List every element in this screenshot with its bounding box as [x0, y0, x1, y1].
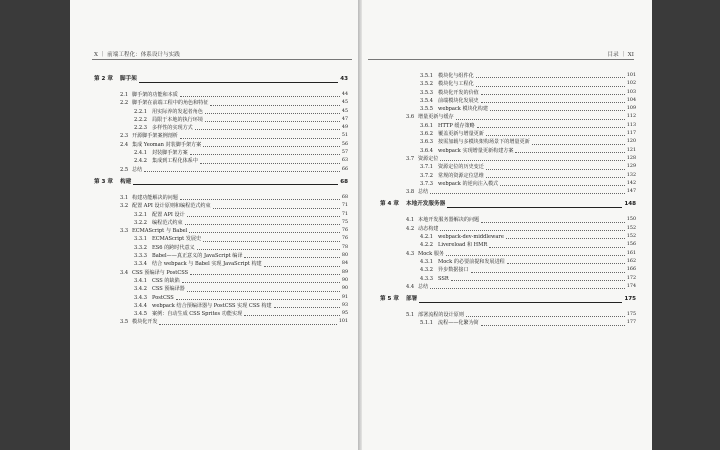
toc-page-number: 90: [341, 277, 348, 283]
toc-title: 本地开发服务器解决的问题: [418, 217, 480, 224]
toc-page-number: 71: [341, 203, 348, 209]
toc-number: 3.2.2: [134, 219, 147, 226]
toc-chapter: [94, 177, 348, 188]
toc-page-number: 129: [626, 164, 636, 170]
dot-leader: [203, 241, 340, 242]
dot-leader: [515, 152, 624, 153]
toc-page-number: 121: [626, 147, 636, 153]
toc-title: ECMAScript 与 Babel: [132, 228, 188, 235]
toc-subsection: [380, 163, 636, 171]
toc-section: [380, 283, 636, 291]
toc-subsection: [380, 172, 636, 180]
toc-subsection: [380, 319, 636, 327]
dot-leader: [471, 272, 625, 273]
toc-section: [380, 225, 636, 233]
toc-subsection: [380, 258, 636, 266]
toc-page-number: 112: [626, 114, 636, 120]
toc-number: 2.2: [120, 100, 129, 107]
toc-subsection: [94, 116, 348, 124]
toc-subsection: [94, 108, 348, 116]
toc-number: 3.5.1: [420, 73, 433, 79]
dot-leader: [456, 119, 625, 120]
running-head: 目录 ｜ XI: [607, 52, 634, 58]
toc-number: 3.2.1: [134, 211, 147, 218]
toc-page-number: 142: [626, 180, 636, 186]
dot-leader: [264, 266, 340, 267]
toc-subsection: [380, 89, 636, 97]
toc-title: CSS 预编译器: [152, 286, 185, 293]
toc-page-number: 43: [340, 76, 348, 82]
toc-subsection: [380, 266, 636, 274]
toc-chapter: [94, 74, 348, 85]
toc-page-number: 76: [341, 228, 348, 234]
toc-title: 多样性的实现方式: [152, 125, 193, 132]
toc-title: 配置 API 设计原则和编程范式约束: [132, 203, 211, 210]
toc-section: [380, 216, 636, 224]
toc-page-number: 175: [626, 312, 636, 318]
toc-number: 3.7.1: [420, 164, 433, 171]
toc-subsection: [94, 294, 348, 302]
toc-number: 第 3 章: [94, 178, 113, 185]
toc-title: 增量更新与缓存: [418, 114, 454, 121]
toc-page-number: 175: [624, 296, 636, 303]
toc-subsection: [94, 157, 348, 165]
toc-subsection: [94, 285, 348, 293]
toc-subsection: [94, 252, 348, 260]
toc-subsection: [380, 122, 636, 130]
toc-subsection: [380, 80, 636, 88]
toc-number: 2.2.3: [134, 125, 147, 132]
dot-leader: [506, 238, 625, 239]
dot-leader: [190, 154, 340, 155]
toc-page-number: 152: [626, 234, 636, 240]
toc-title: Mock 的必要前提和发展进程: [438, 258, 505, 265]
toc-section: [380, 155, 636, 163]
dot-leader: [447, 207, 622, 208]
toc-title: 按需加载与多模块架构场景下的增量更新: [438, 139, 530, 146]
toc-page-number: 102: [626, 81, 636, 87]
toc-title: 编程范式约束: [152, 219, 183, 226]
dot-leader: [481, 325, 625, 326]
dot-leader: [430, 193, 625, 194]
toc-number: 3.6.4: [420, 147, 433, 154]
toc-section: [94, 91, 348, 99]
toc-number: 3.6: [406, 114, 415, 121]
toc-title: ES6 的跨时代意义: [152, 244, 195, 251]
toc-title: 模块化与组件化: [438, 73, 474, 79]
toc-title: webpack-dev-middleware: [438, 234, 504, 241]
toc-chapter: [380, 199, 636, 210]
toc-title: 资源定位的历史变迁: [438, 164, 484, 171]
toc-title: 模块化开发的价值: [438, 89, 479, 96]
dot-leader: [185, 224, 340, 225]
toc-number: 3.4.5: [134, 311, 147, 318]
dot-leader: [430, 288, 625, 289]
toc-subsection: [94, 277, 348, 285]
toc-page-number: 101: [338, 319, 348, 325]
toc-page-number: 152: [626, 225, 636, 231]
toc-number: 3.3.4: [134, 261, 147, 268]
dot-leader: [440, 230, 624, 231]
dot-leader: [440, 160, 624, 161]
toc-number: 3.5.3: [420, 89, 433, 96]
toc-title: 部署流程的设计原则: [418, 312, 464, 319]
toc-page-number: 95: [341, 311, 348, 317]
toc-page-number: 49: [341, 125, 348, 131]
toc-title: 总结: [132, 166, 143, 173]
toc-page-number: 103: [626, 89, 636, 95]
toc-section: [94, 132, 348, 140]
toc-number: 3.4.3: [134, 294, 147, 301]
dot-leader: [187, 291, 340, 292]
toc-title: 结合 webpack 与 Babel 实现 JavaScript 构建: [152, 261, 262, 268]
toc-title: 总结: [418, 283, 429, 290]
toc-title: 异步数据接口: [438, 267, 469, 274]
toc-number: 5.1.1: [420, 320, 433, 327]
toc-subsection: [380, 241, 636, 249]
dot-leader: [532, 144, 625, 145]
toc-title: webpack 实现增量更新构建方案: [438, 147, 514, 154]
dot-leader: [451, 280, 625, 281]
toc-title: webpack 模块化构建: [438, 106, 488, 113]
toc-number: 2.2.2: [134, 116, 147, 123]
toc-title: 封装脚手架方案: [152, 150, 188, 157]
toc-number: 2.2.1: [134, 108, 147, 115]
toc-number: 3.5.2: [420, 81, 433, 88]
toc-section: [94, 194, 348, 202]
toc-title: 模块化与工程化: [438, 81, 474, 88]
toc-page-number: 47: [341, 116, 348, 122]
toc-title: 集成 Yeoman 封装脚手架方案: [132, 141, 202, 148]
toc-number: 4.2: [406, 225, 415, 232]
toc-page-number: 45: [341, 108, 348, 114]
toc-number: 4.1: [406, 217, 415, 224]
toc-page-number: 63: [341, 158, 348, 164]
toc-title: 局限于本地的执行环境: [152, 116, 203, 123]
dot-leader: [419, 302, 622, 303]
toc-title: 用实际养的发起者角色: [152, 108, 203, 115]
toc-number: 4.2.2: [420, 242, 433, 249]
toc-number: 第 4 章: [380, 201, 399, 208]
dot-leader: [205, 121, 340, 122]
toc-title: CSS 预编译与 PostCSS: [132, 269, 189, 276]
toc-title: 总结: [418, 189, 429, 196]
toc-page-number: 162: [626, 258, 636, 264]
toc-title: 部署: [406, 296, 418, 303]
dot-leader: [490, 110, 625, 111]
toc-list: [380, 72, 636, 328]
toc-title: PostCSS: [152, 294, 174, 301]
dot-leader: [507, 263, 625, 264]
toc-title: 构建功能解决的问题: [132, 194, 178, 201]
toc-title: webpack 结合预编译器与 PostCSS 实现 CSS 构建: [152, 302, 272, 309]
toc-page-number: 78: [341, 244, 348, 250]
toc-number: 第 2 章: [94, 76, 113, 82]
dot-leader: [481, 102, 625, 103]
toc-subsection: [94, 302, 348, 310]
toc-page-number: 128: [626, 155, 636, 161]
toc-page-number: 147: [626, 189, 636, 195]
toc-subsection: [380, 147, 636, 155]
toc-page-number: 76: [341, 236, 348, 242]
toc-number: 4.3.1: [420, 258, 433, 265]
toc-number: 3.7.3: [420, 180, 433, 187]
header-rule: [368, 59, 634, 60]
toc-page-number: 120: [626, 139, 636, 145]
dot-leader: [205, 113, 340, 114]
dot-leader: [486, 135, 625, 136]
toc-section: [94, 227, 348, 235]
toc-number: 3.7: [406, 155, 415, 162]
toc-title: 本地开发服务器: [406, 201, 446, 208]
right-page: [362, 0, 652, 450]
toc-subsection: [94, 244, 348, 252]
toc-title: 前端模块化发展史: [438, 97, 479, 104]
toc-page-number: 177: [626, 320, 636, 326]
toc-number: 3.5.5: [420, 106, 433, 113]
dot-leader: [176, 299, 340, 300]
dot-leader: [197, 249, 340, 250]
toc-number: 3.3: [120, 228, 129, 235]
toc-title: Babel——真正意义的 JavaScript 编译: [152, 253, 243, 260]
toc-subsection: [94, 149, 348, 157]
toc-page-number: 101: [626, 73, 636, 78]
toc-page-number: 117: [626, 131, 636, 137]
dot-leader: [481, 94, 625, 95]
toc-number: 4.2.1: [420, 234, 433, 241]
toc-subsection: [94, 211, 348, 219]
toc-title: 开源脚手架案例剖析: [132, 133, 178, 140]
toc-subsection: [380, 105, 636, 113]
toc-subsection: [380, 72, 636, 80]
toc-page-number: 80: [341, 253, 348, 259]
toc-number: 4.3.3: [420, 275, 433, 282]
dot-leader: [500, 185, 625, 186]
toc-page-number: 91: [341, 294, 348, 300]
toc-page-number: 89: [341, 269, 348, 275]
dot-leader: [210, 105, 339, 106]
toc-page-number: 68: [341, 194, 348, 200]
toc-title: ECMAScript 发展史: [152, 236, 202, 243]
toc-page-number: 84: [341, 261, 348, 267]
dot-leader: [139, 82, 338, 83]
toc-page-number: 148: [624, 201, 636, 208]
toc-title: 脚手架: [120, 76, 137, 82]
toc-number: 3.4: [120, 269, 129, 276]
toc-subsection: [94, 310, 348, 318]
dot-leader: [476, 86, 625, 87]
toc-number: 5.1: [406, 312, 415, 319]
toc-section: [380, 311, 636, 319]
toc-number: 3.2: [120, 203, 129, 210]
toc-title: 动态构建: [418, 225, 439, 232]
toc-section: [94, 318, 348, 326]
toc-section: [94, 269, 348, 277]
toc-number: 3.3.2: [134, 244, 147, 251]
toc-page-number: 51: [341, 133, 348, 139]
toc-number: 3.8: [406, 189, 415, 196]
toc-subsection: [380, 97, 636, 105]
toc-page-number: 71: [341, 211, 348, 217]
toc-number: 3.4.2: [134, 286, 147, 293]
dot-leader: [466, 316, 625, 317]
dot-leader: [159, 324, 336, 325]
dot-leader: [481, 222, 625, 223]
toc-page-number: 109: [626, 106, 636, 112]
toc-title: Livereload 和 HMR: [438, 242, 488, 249]
toc-subsection: [380, 180, 636, 188]
dot-leader: [446, 255, 625, 256]
toc-section: [380, 113, 636, 121]
toc-page-number: 66: [341, 166, 348, 172]
dot-leader: [244, 257, 339, 258]
dot-leader: [203, 146, 340, 147]
toc-number: 2.4.1: [134, 150, 147, 157]
toc-number: 3.6.1: [420, 122, 433, 129]
dot-leader: [489, 247, 625, 248]
dot-leader: [477, 127, 625, 128]
header-rule: [92, 59, 352, 60]
toc-page-number: 56: [341, 141, 348, 147]
toc-number: 2.5: [120, 166, 129, 173]
dot-leader: [274, 307, 340, 308]
dot-leader: [213, 208, 340, 209]
dot-leader: [180, 138, 340, 139]
toc-subsection: [380, 275, 636, 283]
toc-subsection: [94, 124, 348, 132]
toc-page-number: 166: [626, 267, 636, 273]
toc-section: [380, 188, 636, 196]
toc-page-number: 44: [341, 92, 348, 97]
toc-number: 3.3.3: [134, 253, 147, 260]
toc-page-number: 90: [341, 286, 348, 292]
toc-number: 3.4.4: [134, 302, 147, 309]
toc-title: 覆盖更新与增量更新: [438, 131, 484, 138]
toc-number: 2.1: [120, 92, 129, 98]
toc-number: 3.3.1: [134, 236, 147, 243]
toc-page-number: 161: [626, 250, 636, 256]
toc-page-number: 57: [341, 150, 348, 156]
toc-number: 3.5: [120, 319, 129, 326]
toc-subsection: [94, 260, 348, 268]
running-head: X ｜ 前端工程化：体系设计与实践: [94, 52, 180, 58]
toc-page-number: 45: [341, 100, 348, 106]
left-page: [70, 0, 358, 450]
dot-leader: [144, 171, 340, 172]
toc-number: 2.4: [120, 141, 129, 148]
toc-title: 脚手架的功能和本质: [132, 92, 178, 98]
toc-page-number: 150: [626, 217, 636, 223]
toc-chapter: [380, 294, 636, 305]
dot-leader: [244, 315, 340, 316]
toc-list: [94, 72, 348, 327]
toc-title: webpack 的逆向注入模式: [438, 180, 499, 187]
toc-page-number: 104: [626, 97, 636, 103]
toc-number: 3.6.2: [420, 131, 433, 138]
toc-title: SSR: [438, 275, 449, 282]
toc-number: 2.3: [120, 133, 129, 140]
toc-title: 集成到工程化体系中: [152, 158, 198, 165]
toc-section: [94, 99, 348, 107]
toc-title: 资源定位: [418, 155, 439, 162]
toc-title: Mock 服务: [418, 250, 445, 257]
dot-leader: [187, 216, 340, 217]
toc-title: CSS 的缺陷: [152, 277, 180, 284]
toc-section: [94, 166, 348, 174]
toc-title: 构建: [120, 178, 132, 185]
toc-number: 3.7.2: [420, 172, 433, 179]
toc-number: 3.4.1: [134, 277, 147, 284]
dot-leader: [189, 232, 340, 233]
toc-title: 模块化开发: [132, 319, 158, 326]
toc-subsection: [380, 138, 636, 146]
toc-section: [94, 202, 348, 210]
dot-leader: [195, 129, 340, 130]
toc-page-number: 172: [626, 275, 636, 281]
toc-page-number: 156: [626, 242, 636, 248]
dot-leader: [180, 96, 340, 97]
toc-title: 常规的资源定位思维: [438, 172, 484, 179]
toc-subsection: [380, 130, 636, 138]
toc-subsection: [380, 233, 636, 241]
dot-leader: [133, 184, 338, 185]
toc-title: 配置 API 设计: [152, 211, 185, 218]
toc-section: [94, 141, 348, 149]
toc-title: 脚手架在前端工程中的角色和特征: [132, 100, 209, 107]
toc-page-number: 75: [341, 219, 348, 225]
toc-title: 流程——化繁为简: [438, 320, 479, 327]
toc-number: 2.4.2: [134, 158, 147, 165]
toc-number: 3.5.4: [420, 97, 433, 104]
toc-number: 4.4: [406, 283, 415, 290]
dot-leader: [182, 282, 340, 283]
dot-leader: [200, 163, 340, 164]
dot-leader: [190, 274, 340, 275]
dot-leader: [486, 169, 625, 170]
dot-leader: [180, 199, 340, 200]
toc-number: 3.6.3: [420, 139, 433, 146]
toc-subsection: [94, 235, 348, 243]
toc-number: 4.3: [406, 250, 415, 257]
toc-page-number: 93: [341, 302, 348, 308]
toc-title: 案例：自动生成 CSS Sprites 功能实现: [152, 311, 243, 318]
toc-page-number: 174: [626, 283, 636, 289]
toc-subsection: [94, 219, 348, 227]
toc-section: [380, 250, 636, 258]
toc-page-number: 113: [626, 122, 636, 128]
dot-leader: [476, 77, 625, 78]
toc-page-number: 68: [340, 178, 348, 185]
toc-title: HTTP 缓存策略: [438, 122, 475, 129]
toc-number: 3.1: [120, 194, 129, 201]
dot-leader: [486, 177, 625, 178]
toc-page-number: 132: [626, 172, 636, 178]
toc-number: 4.3.2: [420, 267, 433, 274]
toc-number: 第 5 章: [380, 296, 399, 303]
